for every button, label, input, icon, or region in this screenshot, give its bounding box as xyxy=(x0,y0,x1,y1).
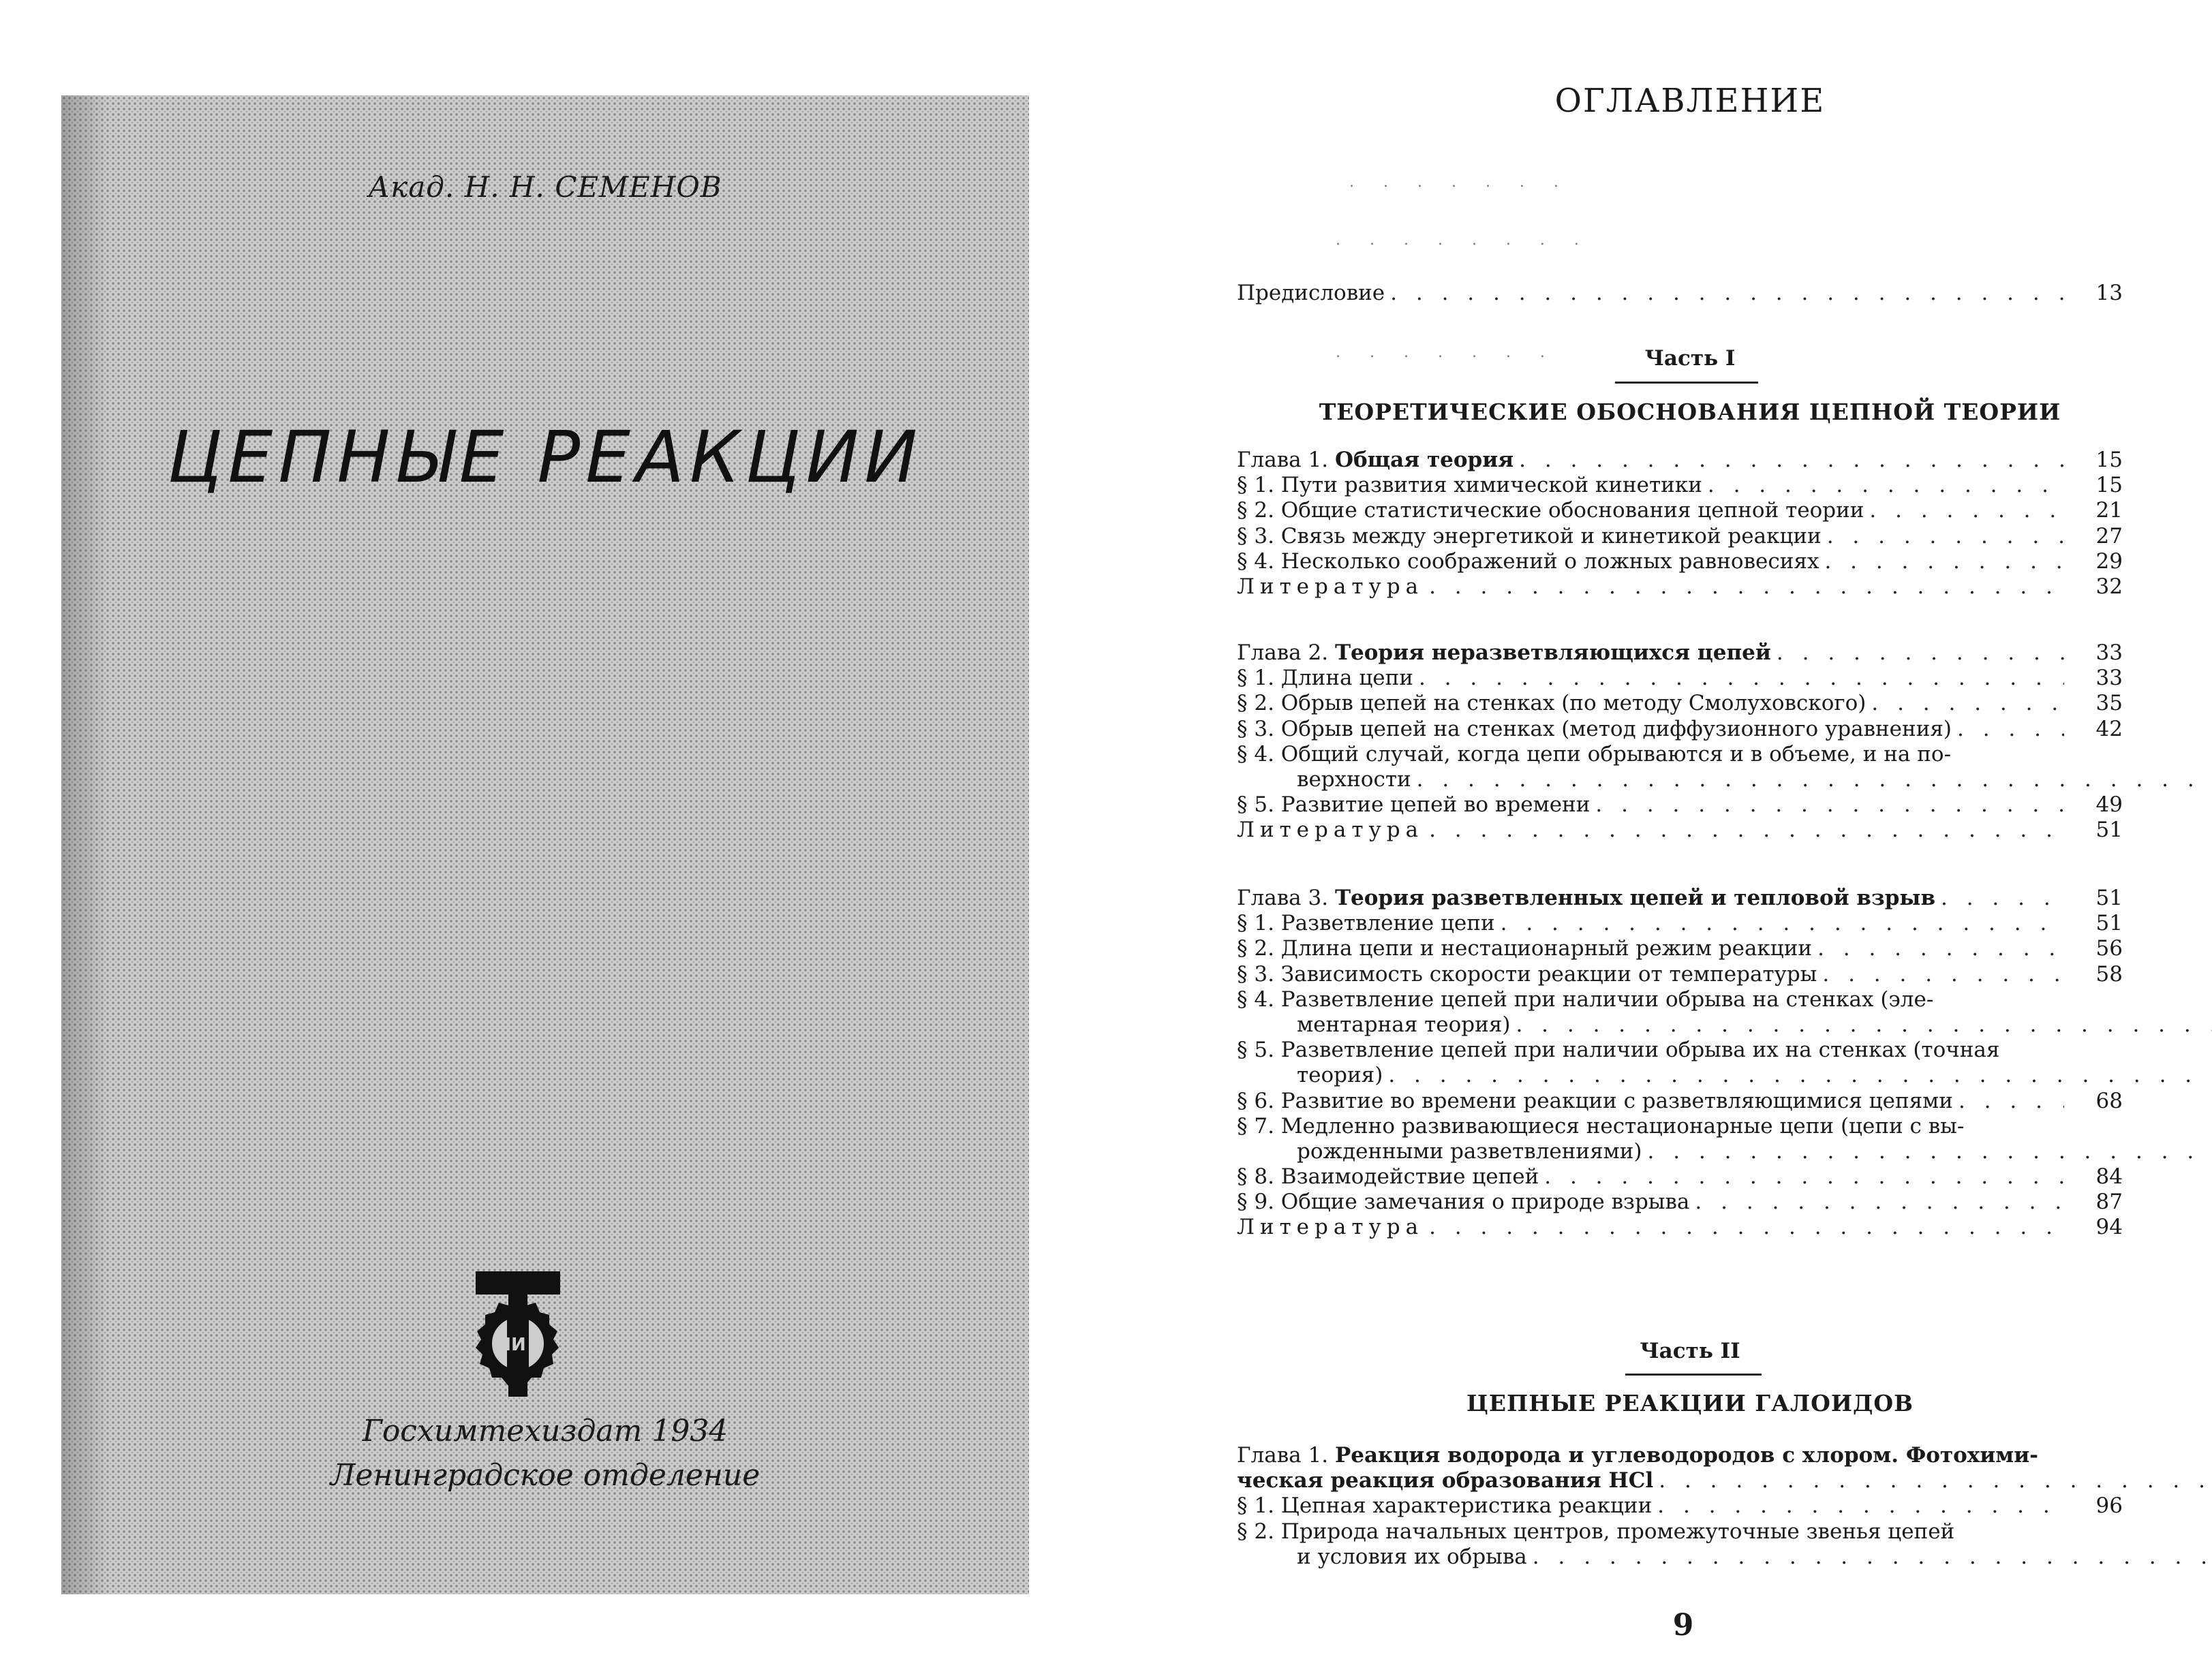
dot-leader xyxy=(1388,1063,2212,1088)
toc-entry-text: § 1. Длина цепи xyxy=(1237,666,1413,691)
toc-entry-continuation: верхности xyxy=(1297,766,1411,792)
toc-entry-text: § 7. Медленно развивающиеся нестационарные цепи (цепи с вы- xyxy=(1237,1113,1965,1138)
literature-label: Литература xyxy=(1237,818,1424,843)
dot-leader xyxy=(1695,1190,2064,1215)
toc-entry-text: § 1. Цепная характеристика реакции xyxy=(1237,1493,1653,1519)
toc-row xyxy=(1237,818,2123,843)
literature-label: Литература xyxy=(1237,574,1424,599)
dot-leader xyxy=(1429,818,2064,843)
dot-leader xyxy=(1417,767,2212,792)
toc-entry-text: Предисловие xyxy=(1237,281,1385,305)
toc-row xyxy=(1237,1215,2123,1240)
toc-entry-text: § 2. Общие статистические обоснования цепной теории xyxy=(1237,498,1864,523)
chapter-prefix: Глава 1. xyxy=(1237,1443,1329,1468)
chapter-title: Теория неразветвляющихся цепей xyxy=(1334,640,1771,665)
cover-publisher: Госхимтехиздат 1934 xyxy=(362,1414,728,1448)
dot-leader xyxy=(1958,1089,2064,1114)
chapter-prefix: Глава 1. xyxy=(1237,448,1329,472)
dot-leader xyxy=(1957,717,2064,742)
dot-leader xyxy=(1544,1164,2064,1190)
dot-leader xyxy=(1708,473,2064,498)
part-rule xyxy=(1615,382,1758,384)
toc-row xyxy=(1237,886,2123,911)
toc-page-number: 84 xyxy=(2095,1164,2123,1190)
toc-entry-text: § 8. Взаимодействие цепей xyxy=(1237,1164,1539,1190)
dot-leader xyxy=(1429,1215,2064,1240)
toc-page-number: 94 xyxy=(2095,1215,2123,1240)
literature-label: Литература xyxy=(1237,1215,1424,1240)
toc-page-number: 15 xyxy=(2095,473,2123,498)
toc-part2-chapter-1 xyxy=(1237,1443,2123,1570)
toc-row xyxy=(1237,498,2123,523)
cover-title: ЦЕПНЫЕ РЕАКЦИИ xyxy=(167,416,923,499)
toc-entry-continuation: ментарная теория) xyxy=(1297,1012,1511,1037)
toc-entry-continuation: теория) xyxy=(1297,1063,1383,1088)
toc-entry-text: § 4. Общий случай, когда цепи обрываются и в объеме, и на по- xyxy=(1237,741,1952,766)
toc-entry-text: § 1. Разветвление цепи xyxy=(1237,911,1495,936)
dot-leader xyxy=(1822,962,2064,987)
toc-row xyxy=(1237,911,2123,936)
toc-row xyxy=(1237,1493,2123,1519)
toc-row xyxy=(1237,1089,2123,1114)
toc-page-number: 13 xyxy=(2095,281,2123,305)
book-cover xyxy=(61,95,1029,1594)
part-label: Часть I xyxy=(1644,346,1736,371)
toc-page-number: 21 xyxy=(2095,498,2123,523)
toc-chapter-1 xyxy=(1237,448,2123,600)
toc-entry-text: § 9. Общие замечания о природе взрыва xyxy=(1237,1190,1690,1215)
toc-preface xyxy=(1237,281,2123,306)
dot-leader xyxy=(1516,1012,2212,1038)
toc-page-number: 51 xyxy=(2095,818,2123,843)
dot-leader xyxy=(1817,936,2064,961)
dot-leader xyxy=(1827,524,2064,549)
toc-page-number: 42 xyxy=(2095,716,2123,741)
toc-page-number: 29 xyxy=(2095,548,2123,574)
toc-entry-continuation: и условия их обрыва xyxy=(1297,1544,1527,1569)
part-title: ТЕОРЕТИЧЕСКИЕ ОБОСНОВАНИЯ ЦЕПНОЙ ТЕОРИИ xyxy=(1319,399,2061,425)
toc-page-number: 87 xyxy=(2095,1190,2123,1215)
cover-branch: Ленинградское отделение xyxy=(330,1458,761,1493)
toc-row xyxy=(1237,792,2123,818)
toc-page-number: 27 xyxy=(2095,523,2123,548)
toc-page-number: 51 xyxy=(2095,911,2123,936)
scan-speckle: . . . . . . . xyxy=(1336,344,1557,361)
scan-speckle: . . . . . . . . xyxy=(1336,232,1591,249)
scan-speckle: . . . . . . . xyxy=(1349,174,1571,191)
toc-entry-text: § 1. Пути развития химической кинетики xyxy=(1237,473,1702,498)
dot-leader xyxy=(1648,1139,2212,1164)
toc-row xyxy=(1237,1190,2123,1215)
toc-entry-text: § 3. Связь между энергетикой и кинетикой реакции xyxy=(1237,523,1822,548)
chapter-title: Теория разветвленных цепей и тепловой взрыв xyxy=(1334,886,1936,910)
toc-row xyxy=(1237,962,2123,987)
cover-author: Акад. Н. Н. СЕМЕНОВ xyxy=(368,170,722,204)
toc-row xyxy=(1237,473,2123,498)
cover-edge-shadow xyxy=(61,95,109,1594)
dot-leader xyxy=(1533,1545,2212,1570)
dot-leader xyxy=(1941,886,2064,911)
toc-entry-text: § 2. Обрыв цепей на стенках (по методу Смолуховского) xyxy=(1237,691,1867,716)
dot-leader xyxy=(1824,549,2064,574)
toc-row-multiline xyxy=(1237,1443,2123,1493)
toc-row xyxy=(1237,640,2123,666)
toc-chapter-2 xyxy=(1237,640,2123,843)
dot-leader xyxy=(1390,281,2064,306)
dot-leader xyxy=(1595,792,2064,818)
toc-row xyxy=(1237,936,2123,961)
toc-entry-text: § 6. Развитие во времени реакции с разветвляющимися цепями xyxy=(1237,1088,1953,1113)
dot-leader xyxy=(1657,1493,2064,1519)
part-title: ЦЕПНЫЕ РЕАКЦИИ ГАЛОИДОВ xyxy=(1466,1390,1914,1416)
toc-page-number: 15 xyxy=(2095,448,2123,472)
toc-row xyxy=(1237,574,2123,600)
toc-entry-continuation: рожденными разветвлениями) xyxy=(1297,1138,1642,1164)
toc-row-multiline xyxy=(1237,1038,2123,1088)
dot-leader xyxy=(1871,691,2064,716)
toc-row xyxy=(1237,549,2123,574)
toc-page-number: 33 xyxy=(2095,666,2123,691)
chapter-title: Общая теория xyxy=(1334,448,1514,472)
dot-leader xyxy=(1419,666,2064,691)
toc-entry-text: § 5. Разветвление цепей при наличии обрыва их на стенках (точная xyxy=(1237,1038,2000,1063)
toc-page-number: 58 xyxy=(2095,961,2123,987)
toc-row xyxy=(1237,666,2123,691)
toc-page-number: 35 xyxy=(2095,691,2123,716)
dot-leader xyxy=(1519,448,2064,473)
toc-row xyxy=(1237,281,2123,306)
toc-heading: ОГЛАВЛЕНИЕ xyxy=(1554,82,1826,120)
logo-letters: НИ xyxy=(496,1335,526,1355)
toc-page-number: 32 xyxy=(2095,574,2123,599)
toc-row xyxy=(1237,448,2123,473)
chapter-prefix: Глава 2. xyxy=(1237,640,1329,665)
toc-row xyxy=(1237,524,2123,549)
toc-entry-text: § 5. Развитие цепей во времени xyxy=(1237,792,1591,818)
toc-page-number: 56 xyxy=(2095,936,2123,961)
dot-leader xyxy=(1777,640,2064,666)
toc-entry-text: § 3. Зависимость скорости реакции от температуры xyxy=(1237,961,1817,987)
page-number: 9 xyxy=(1672,1608,1694,1643)
toc-page-number: 49 xyxy=(2095,792,2123,818)
chapter-prefix: Глава 3. xyxy=(1237,886,1329,910)
dot-leader xyxy=(1501,911,2064,936)
toc-row xyxy=(1237,717,2123,742)
toc-row xyxy=(1237,691,2123,716)
part-rule xyxy=(1625,1374,1762,1376)
toc-entry-text: § 4. Несколько соображений о ложных равновесиях xyxy=(1237,548,1819,574)
toc-page-number: 96 xyxy=(2095,1493,2123,1519)
toc-entry-text: § 2. Длина цепи и нестационарный режим реакции xyxy=(1237,936,1813,961)
dot-leader xyxy=(1659,1468,2212,1493)
dot-leader xyxy=(1429,574,2064,600)
part-label: Часть II xyxy=(1640,1339,1740,1363)
toc-entry-text: § 2. Природа начальных центров, промежуточные звенья цепей xyxy=(1237,1519,1955,1544)
toc-row-multiline xyxy=(1237,1114,2123,1164)
chapter-title-continuation: ческая реакция образования HCl xyxy=(1237,1468,1654,1493)
toc-chapter-3 xyxy=(1237,886,2123,1241)
toc-page-number: 51 xyxy=(2095,886,2123,910)
toc-page-number: 68 xyxy=(2095,1088,2123,1113)
toc-entry-text: § 3. Обрыв цепей на стенках (метод диффузионного уравнения) xyxy=(1237,716,1952,741)
toc-page-number: 33 xyxy=(2095,640,2123,665)
toc-row-multiline xyxy=(1237,742,2123,792)
dot-leader xyxy=(1869,498,2064,523)
toc-row-multiline xyxy=(1237,1519,2123,1570)
chapter-title: Реакция водорода и углеводородов с хлором. Фотохими- xyxy=(1334,1443,2039,1468)
toc-entry-text: § 4. Разветвление цепей при наличии обрыва на стенках (эле- xyxy=(1237,987,1934,1012)
toc-row-multiline xyxy=(1237,987,2123,1038)
publisher-logo-icon xyxy=(463,1267,572,1404)
toc-row xyxy=(1237,1164,2123,1190)
